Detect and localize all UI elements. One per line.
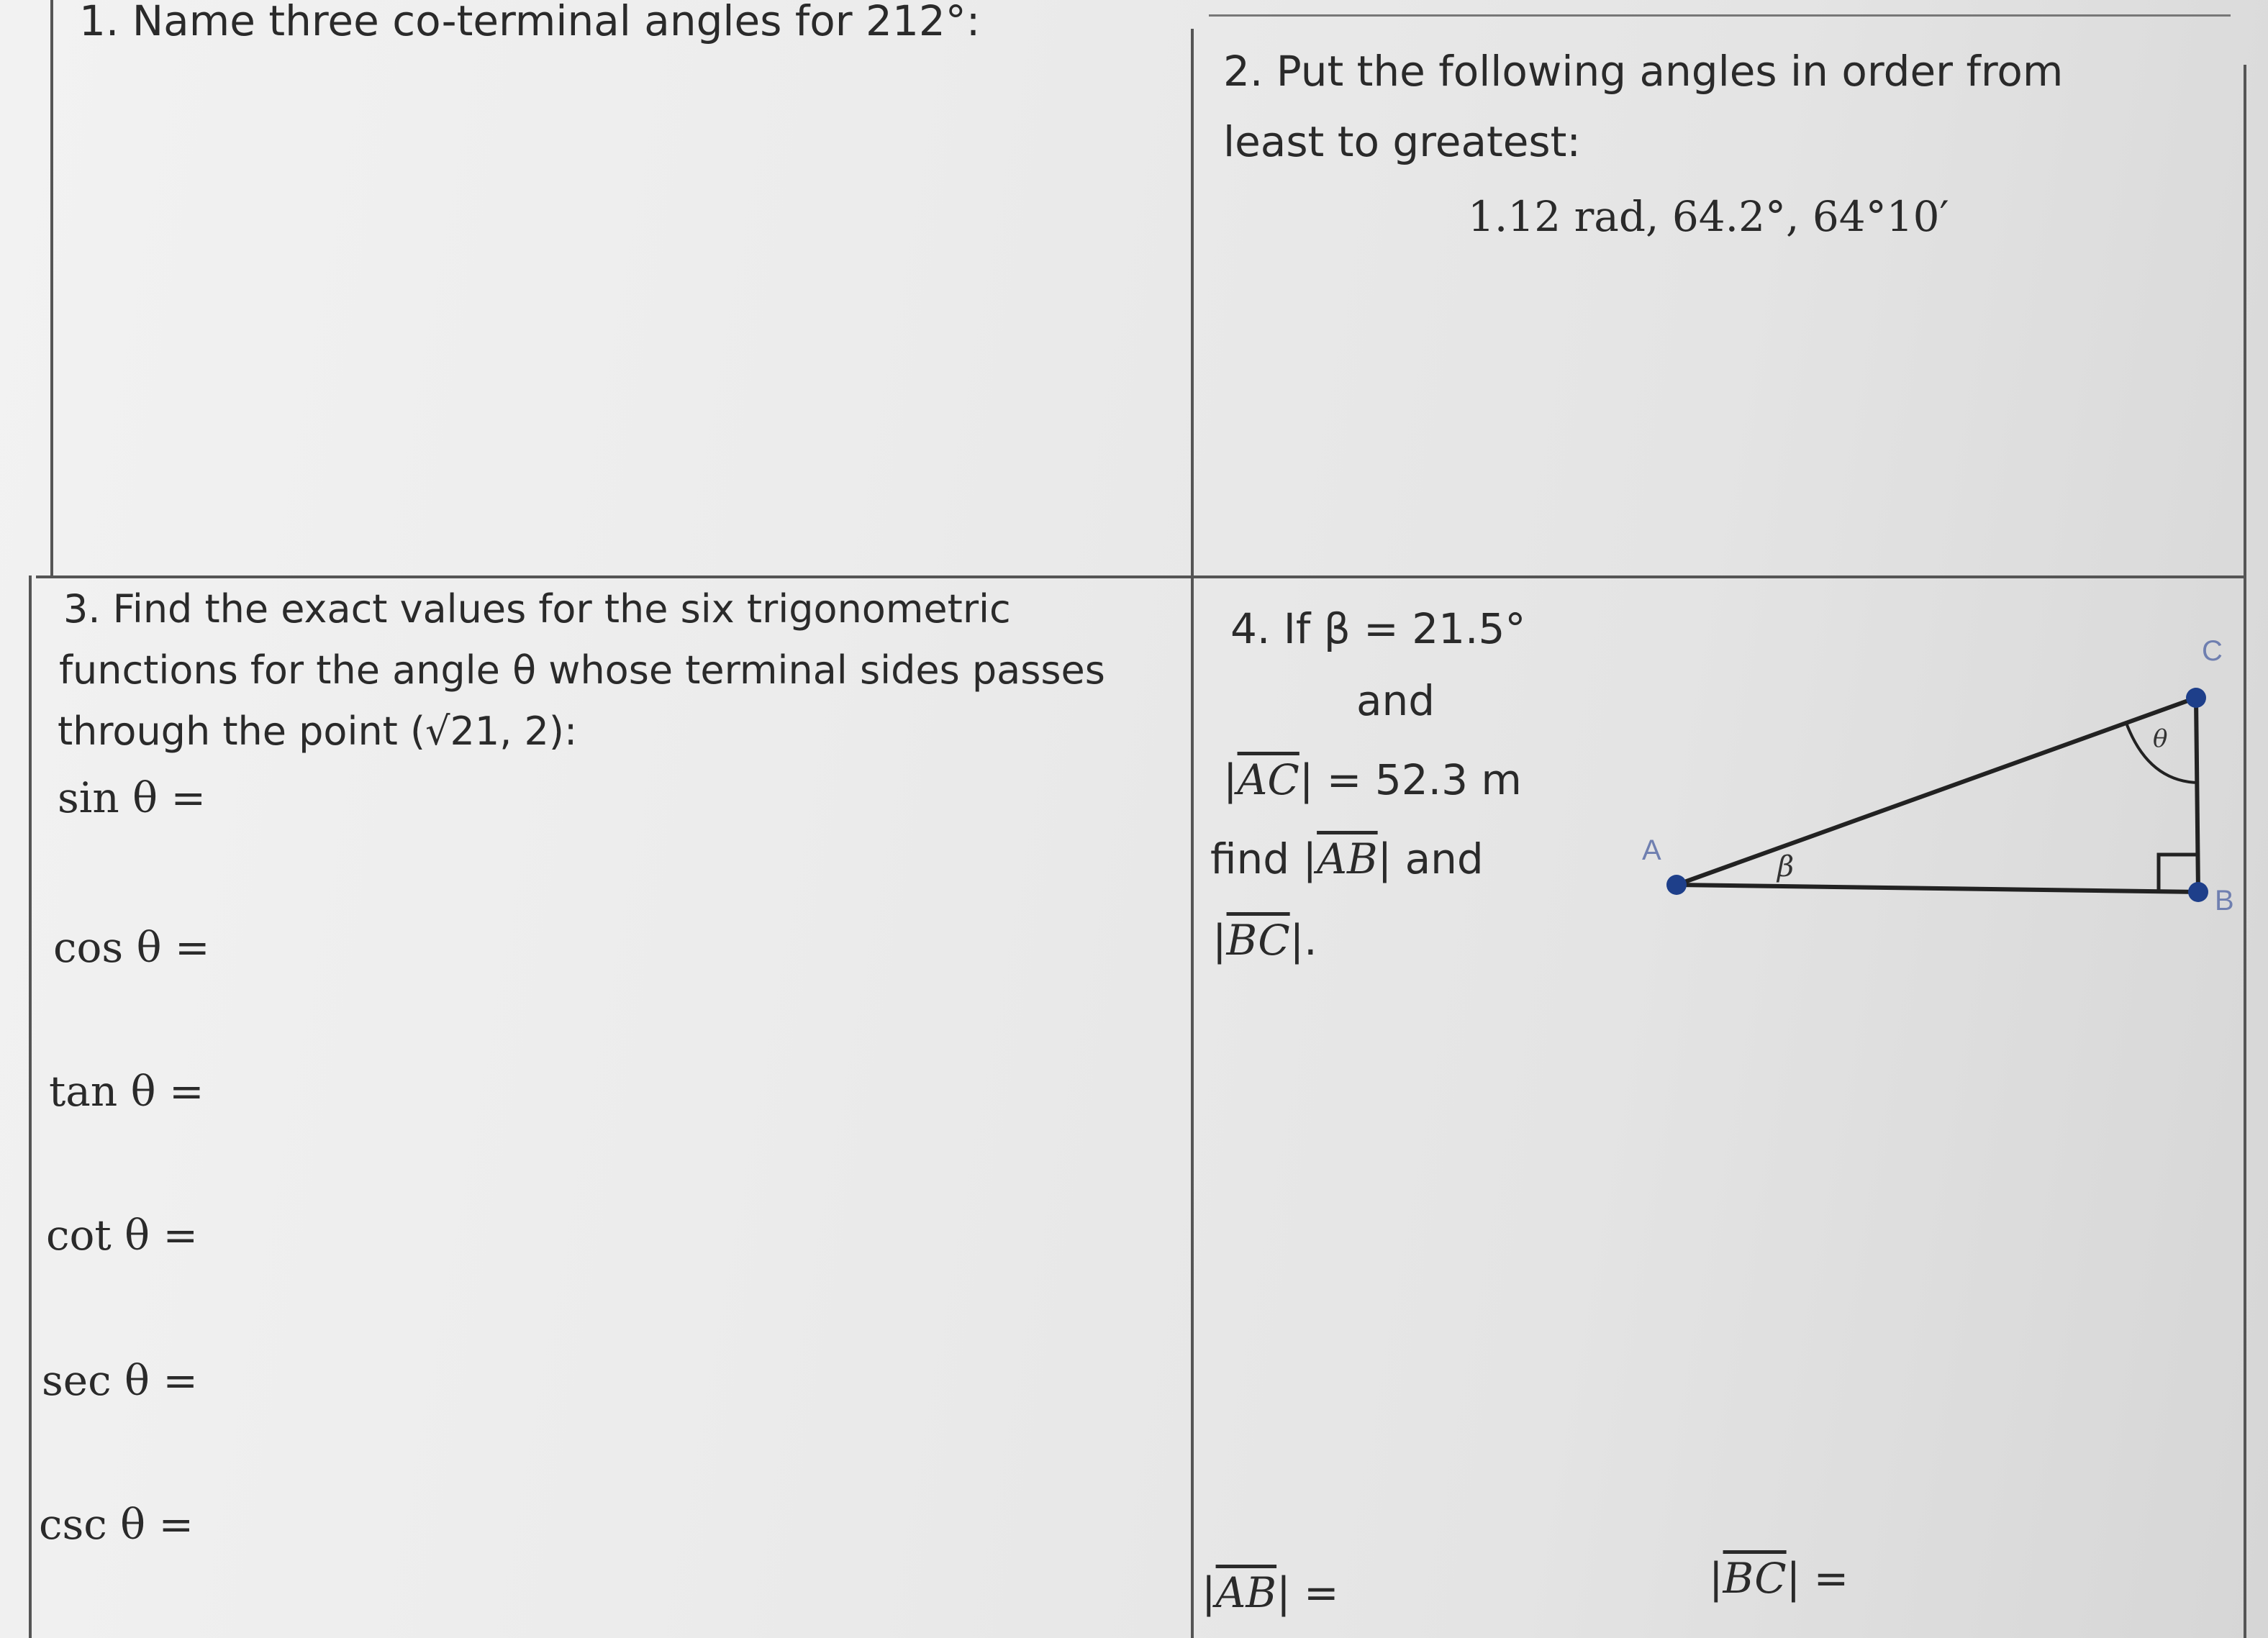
question-4-ac: $|\overline{AC}| = 52.3$ m xyxy=(1223,755,1522,804)
period: . xyxy=(1304,916,1317,965)
answer-bc: $|\overline{BC}|$ = xyxy=(1709,1554,1849,1603)
label-theta: θ xyxy=(2153,724,2168,753)
and-word: and xyxy=(1405,834,1484,883)
side-ab xyxy=(1677,885,2198,892)
point-b xyxy=(2188,882,2208,902)
ac-value: = 52.3 m xyxy=(1326,755,1522,804)
label-c: C xyxy=(2202,635,2223,667)
question-4-find: find $|\overline{AB}|$ and xyxy=(1210,834,1484,883)
question-2-angles: 1.12 rad, 64.2°, 64°10′ xyxy=(1468,192,1949,241)
label-a: A xyxy=(1642,834,1661,866)
sec-prompt: sec θ = xyxy=(42,1356,198,1405)
tan-prompt: tan θ = xyxy=(49,1067,204,1116)
cos-prompt: cos θ = xyxy=(53,923,210,972)
answer-ab-eq: = xyxy=(1304,1568,1339,1617)
question-4-and: and xyxy=(1356,676,1435,725)
question-2-line-1: 2. Put the following angles in order from xyxy=(1223,47,2064,96)
answer-ab: $|\overline{AB}|$ = xyxy=(1202,1568,1339,1617)
segment-bc: $\overline{BC}$ xyxy=(1226,916,1290,965)
segment-ac: $\overline{AC}$ xyxy=(1237,755,1299,804)
question-4-line-1: 4. If β = 21.5° xyxy=(1230,604,1526,653)
answer-bc-eq: = xyxy=(1813,1554,1849,1603)
question-1: 1. Name three co-terminal angles for 212°: xyxy=(79,0,981,45)
find-word: find xyxy=(1210,834,1290,883)
segment-ab: $\overline{AB}$ xyxy=(1317,834,1378,883)
sin-prompt: sin θ = xyxy=(58,773,207,822)
question-3-line-3: through the point (√21, 2): xyxy=(58,709,578,754)
csc-prompt: csc θ = xyxy=(39,1500,194,1549)
point-c xyxy=(2186,688,2206,708)
side-bc xyxy=(2196,698,2198,892)
question-4-bc: $|\overline{BC}|$. xyxy=(1212,916,1317,965)
label-b: B xyxy=(2215,885,2234,916)
question-3-line-2: functions for the angle θ whose terminal sides passes xyxy=(59,647,1105,693)
question-2-line-2: least to greatest: xyxy=(1223,117,1581,166)
point-a xyxy=(1666,875,1687,895)
label-beta: β xyxy=(1777,850,1795,883)
answer-ab-label: $\overline{AB}$ xyxy=(1215,1568,1277,1617)
cot-prompt: cot θ = xyxy=(46,1211,199,1260)
question-3-line-1: 3. Find the exact values for the six trigonometric xyxy=(63,586,1011,632)
answer-bc-label: $\overline{BC}$ xyxy=(1723,1554,1787,1603)
side-ac xyxy=(1677,698,2196,885)
